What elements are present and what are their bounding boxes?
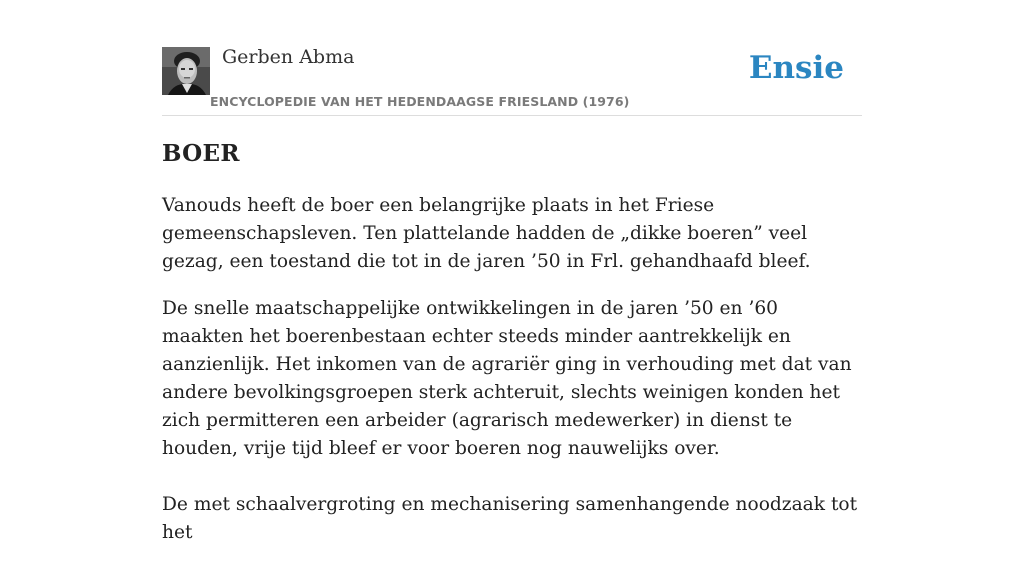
- paragraph: Vanouds heeft de boer een belangrijke plaats in het Friese gemeenschapsleven. Ten plattelande hadden de „dikke boeren” veel gezag, een toestand die tot in de jaren ’50 in Frl. gehandhaafd bleef.: [162, 195, 811, 272]
- author-portrait-icon: [162, 47, 210, 95]
- article-body: [162, 192, 864, 566]
- author-avatar[interactable]: [162, 47, 210, 95]
- paragraph: De met schaalvergroting en mechanisering samenhangende noodzaak tot het: [162, 494, 858, 543]
- ensie-logo[interactable]: Ensie: [748, 50, 844, 86]
- author-name[interactable]: Gerben Abma: [222, 46, 355, 68]
- paragraph: De snelle maatschappelijke ontwikkelingen in de jaren ’50 en ’60 maakten het boerenbestaan echter steeds minder aantrekkelijk en aanzienlijk. Het inkomen van de agrariër ging in verhouding met dat van andere bevolkingsgroepen sterk achteruit, slechts weinigen konden het zich permitteren een arbeider (agrarisch medewerker) in dienst te houden, vrije tijd bleef er voor boeren nog nauwelijks over.: [162, 298, 852, 459]
- source-label[interactable]: ENCYCLOPEDIE VAN HET HEDENDAAGSE FRIESLAND (1976): [210, 94, 630, 109]
- page-title: BOER: [162, 140, 240, 167]
- article-header: [162, 44, 862, 116]
